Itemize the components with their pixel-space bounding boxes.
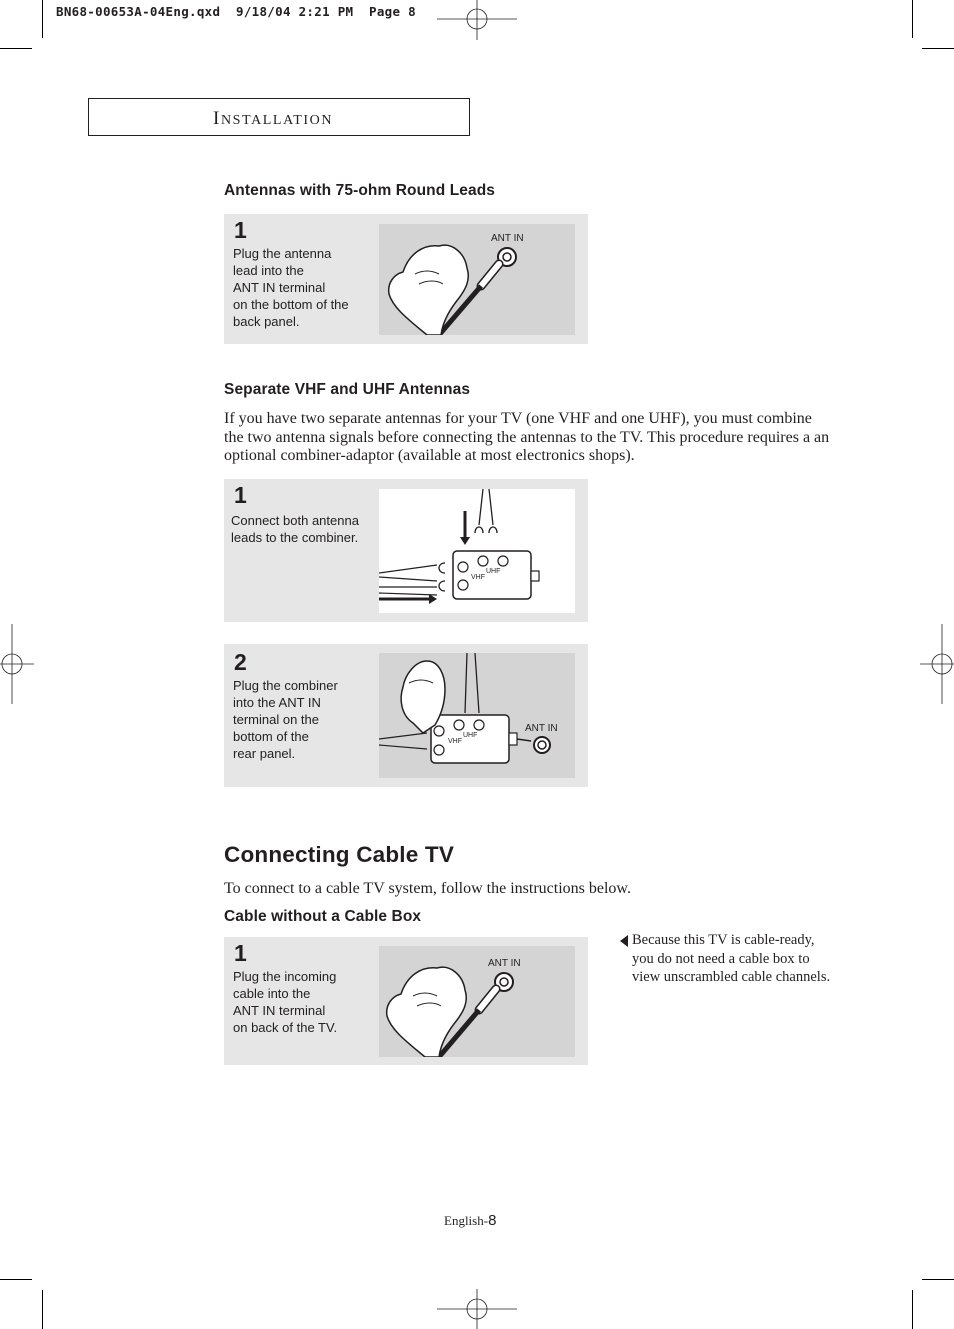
section-title <box>213 108 333 130</box>
crop-mark-icon <box>42 0 43 38</box>
ant-in-label: ANT IN <box>488 958 521 969</box>
vhf-label: VHF <box>448 738 462 745</box>
crop-mark-icon <box>922 1279 954 1280</box>
footer-language: English- <box>444 1213 489 1228</box>
uhf-label: UHF <box>463 732 478 739</box>
combiner-ant-in-illustration <box>379 653 575 778</box>
uhf-label: UHF <box>486 568 501 575</box>
note-arrow-icon <box>620 935 628 947</box>
registration-mark-icon <box>437 0 517 40</box>
section-header <box>88 98 470 136</box>
combiner-illustration <box>379 489 575 613</box>
crop-mark-icon <box>0 48 32 49</box>
antennas-75-step-1 <box>224 214 588 344</box>
cable-heading: Cable without a Cable Box <box>224 908 422 925</box>
antenna-plug-illustration <box>379 224 575 335</box>
cable-intro: To connect to a cable TV system, follow the instructions below. <box>224 880 631 897</box>
ant-in-label: ANT IN <box>525 723 558 734</box>
vhf-uhf-intro: If you have two separate antennas for your TV (one VHF and one UHF), you must combine the two antenna signals before connecting the antennas to the TV. This procedure requires a an optional combiner-adaptor (available at most electronics shops). <box>224 410 830 464</box>
cable-note: Because this TV is cable-ready, you do not need a cable box to view unscrambled cable channels. <box>632 932 831 985</box>
crop-mark-icon <box>922 48 954 49</box>
page-number: 8 <box>488 1212 497 1229</box>
step-text: Plug the antenna lead into the ANT IN terminal on the bottom of the back panel. <box>233 246 349 329</box>
step-number: 1 <box>234 482 247 508</box>
step-text: Plug the combiner into the ANT IN terminal on the bottom of the rear panel. <box>233 678 338 761</box>
cable-title: Connecting Cable TV <box>224 842 455 867</box>
vhf-uhf-step-2 <box>224 644 588 787</box>
cable-plug-illustration <box>379 946 575 1057</box>
step-number: 1 <box>234 940 247 966</box>
cable-step-1 <box>224 937 588 1065</box>
section-title-rest: NSTALLATION <box>220 113 334 128</box>
crop-mark-icon <box>912 1290 913 1329</box>
antennas-75-heading: Antennas with 75-ohm Round Leads <box>224 182 496 199</box>
registration-mark-icon <box>0 624 34 704</box>
step-text: Connect both antenna leads to the combiner. <box>231 513 359 545</box>
step-text: Plug the incoming cable into the ANT IN terminal on back of the TV. <box>233 969 338 1035</box>
print-slug: BN68-00653A-04Eng.qxd 9/18/04 2:21 PM Page 8 <box>56 4 416 19</box>
crop-mark-icon <box>42 1290 43 1329</box>
section-title-initial: I <box>213 108 221 129</box>
registration-mark-icon <box>920 624 954 704</box>
vhf-label: VHF <box>471 574 485 581</box>
crop-mark-icon <box>912 0 913 38</box>
vhf-uhf-step-1 <box>224 479 588 622</box>
step-number: 2 <box>234 649 247 675</box>
registration-mark-icon <box>437 1289 517 1329</box>
crop-mark-icon <box>0 1279 32 1280</box>
step-number: 1 <box>234 217 247 243</box>
ant-in-label: ANT IN <box>491 233 524 244</box>
page-footer <box>444 1212 496 1229</box>
vhf-uhf-heading: Separate VHF and UHF Antennas <box>224 381 471 398</box>
